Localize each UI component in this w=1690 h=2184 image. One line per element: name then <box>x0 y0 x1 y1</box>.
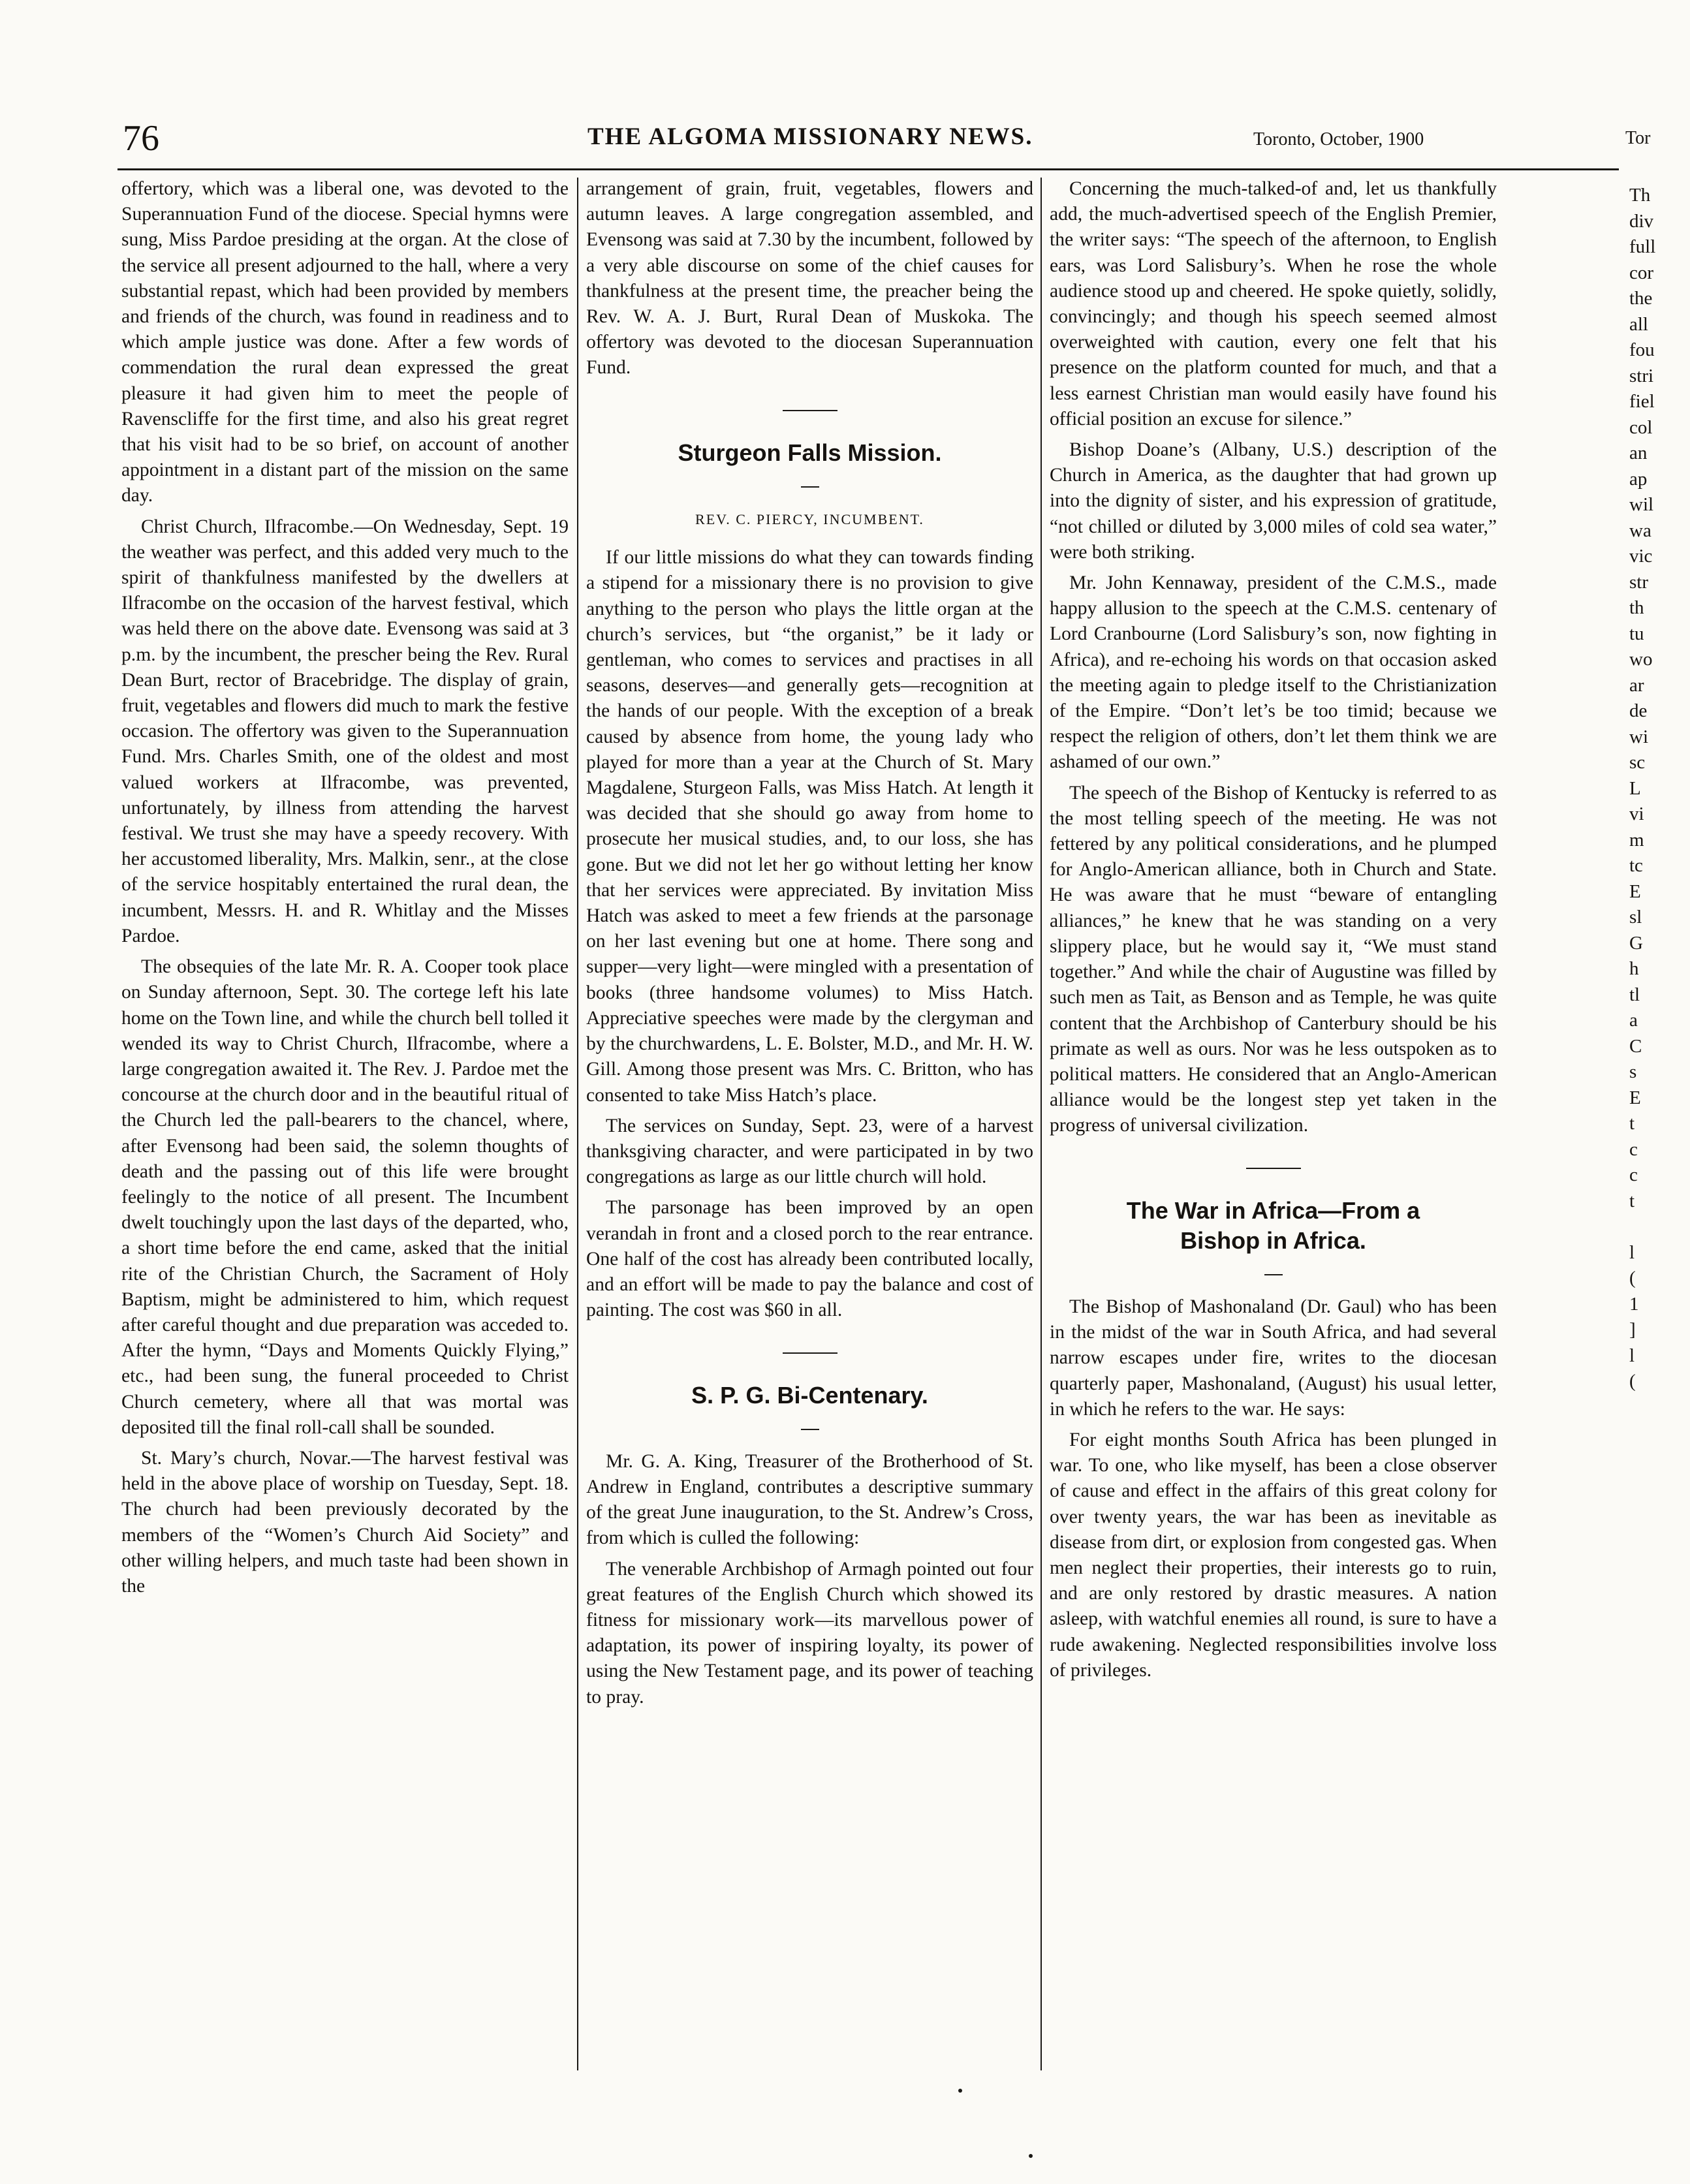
war-heading-line-2: Bishop in Africa. <box>1180 1226 1366 1254</box>
facing-page-line-fragment: wil <box>1629 494 1654 515</box>
war-paragraph: The Bishop of Mashonaland (Dr. Gaul) who has been in the midst of the war in South Africa, and had several narrow escapes under fire, writes to the diocesan quarterly paper, Mashonaland, (August) his usual letter, in which he refers to the war. He says: <box>1050 1296 1497 1420</box>
page-header <box>117 117 1488 163</box>
facing-page-line-fragment: t <box>1629 1190 1635 1211</box>
facing-page-line-fragment: E <box>1629 1087 1641 1108</box>
newspaper-title: THE ALGOMA MISSIONARY NEWS. <box>587 123 1033 150</box>
facing-page-line-fragment: fiel <box>1629 391 1655 412</box>
column-3 <box>1050 176 1497 2072</box>
sturgeon-falls-paragraph: The parsonage has been improved by an open verandah in front and a closed porch to the rear entrance. One half of the cost has already been contributed locally, and an effort will be made to pay the balance and cost of painting. The cost was $60 in all. <box>586 1197 1033 1321</box>
column-rule-right <box>1041 178 1042 2070</box>
column-1 <box>121 176 569 2072</box>
facing-page-line-fragment: m <box>1629 829 1644 850</box>
facing-page-line-fragment: C <box>1629 1035 1642 1057</box>
section-separator <box>586 397 1033 422</box>
print-speck <box>958 2089 962 2093</box>
sturgeon-falls-paragraph: If our little missions do what they can towards finding a stipend for a missionary there is no provision to give anything to the person who plays the little organ at the church’s services, but “the organist,” be it lady or gentleman, who comes to services and practises in all seasons, deserves—and generally gets—recognition at the hands of our people. With the exception of a break caused by absence from home, the young lady who played for more than a year at the Church of St. Mary Magdalene, Sturgeon Falls, was Miss Hatch. At length it was decided that she should go away from home to prosecute her musical studies, and, to our loss, she has gone. But we did not let her go without letting her know that her services were appreciated. By invitation Miss Hatch was asked to meet a few friends at the parsonage on her last evening but one at home. There song and supper—very light—were mingled with a presentation of books (three handsome volumes) to Miss Hatch. Appreciative speeches were made by the clergyman and by the churchwardens, L. E. Bolster, M.D., and Mr. H. W. Gill. Among those present was Mrs. C. Britton, who has consented to take Miss Hatch’s place. <box>586 547 1033 1106</box>
facing-page-line-fragment: stri <box>1629 365 1654 386</box>
facing-page-line-fragment: de <box>1629 700 1648 721</box>
facing-page-dateline: Tor <box>1625 128 1651 148</box>
column-3-paragraph: The speech of the Bishop of Kentucky is referred to as the most telling speech of the meeting. He was not fettered by any political considerations, and he plumped for Anglo-American alliance, both in Church and State. He was aware that he must “beware of entangling alliances,” he knew that he was standing on a very slippery place, but he would say it, “We must stand together.” And while the chair of Augustine was filled by such men as Tait, as Benson and as Temple, he was quite content that the Archbishop of Canterbury should be his primate as well as ours. Nor was he less outspoken as to political matters. He considered that an Anglo-American alliance would be the longest step yet taken in the progress of universal civilization. <box>1050 782 1497 1136</box>
facing-page-line-fragment: Th <box>1629 185 1651 206</box>
facing-page-line-fragment: wo <box>1629 649 1653 670</box>
facing-page-line-fragment <box>1629 1214 1668 1240</box>
print-speck <box>1029 2154 1033 2158</box>
column-3-paragraph: Mr. John Kennaway, president of the C.M.S., made happy allusion to the speech at the C.M.S. centenary of Lord Cranbourne (Lord Salisbury’s son, now fighting in Africa), and re-echoing his words on that occasion asked the meeting again to pledge itself to the Christianization of the Empire. “Don’t let’s be too timid; because we respect the religion of others, don’t let them think we are ashamed of our own.” <box>1050 572 1497 773</box>
column-3-paragraph: Bishop Doane’s (Albany, U.S.) description of the Church in America, as the daughter that had grown up into the dignity of sister, and his expression of gratitude, “not chilled or diluted by 3,000 miles of cold sea water,” were both striking. <box>1050 439 1497 563</box>
facing-page-line-fragment: L <box>1629 777 1641 799</box>
facing-page-line-fragment: vi <box>1629 803 1644 824</box>
facing-page-line-fragment: c <box>1629 1138 1638 1160</box>
facing-page-line-fragment: tl <box>1629 984 1640 1005</box>
column-3-paragraph: Concerning the much-talked-of and, let us thankfully add, the much-advertised speech of the English Premier, the writer says: “The speech of the afternoon, to English ears, was Lord Salisbury’s. When he rose the whole audience stood up and cheered. He spoke quietly, solidly, convincingly; and though his speech seemed almost overweighted with caution, every one felt that his presence on the platform counted for much, and that a less earnest Christian man would easily have found his official position an excuse for silence.” <box>1050 178 1497 429</box>
column-1-paragraph: The obsequies of the late Mr. R. A. Cooper took place on Sunday afternoon, Sept. 30. The cortege left his late home on the Town line, and while the church bell tolled it wended its way to Christ Church, Ilfracombe, where a large congregation awaited it. The Rev. J. Pardoe met the concourse at the church door and in the beautiful ritual of the Church led the pall-bearers to the chancel, where, after Evensong had been said, the solemn thoughts of death and the passing out of this life were brought feelingly to the notice of all present. The Incumbent dwelt touchingly upon the last days of the departed, who, a short time before the end came, asked that the initial rite of the Christian Church, the Sacrament of Holy Baptism, might be administered to him, which request after careful thought and due preparation was acceded to. After the hymn, “Days and Moments Quickly Flying,” etc., had been sung, the funeral proceeded to Christ Church cemetery, where all that was mortal was deposited till the final roll-call shall be sounded. <box>121 956 569 1438</box>
facing-page-line-fragment: 1 <box>1629 1293 1639 1315</box>
facing-page-line-fragment: wa <box>1629 520 1651 541</box>
facing-page-line-fragment: h <box>1629 958 1639 979</box>
facing-page-line-fragment: all <box>1629 313 1648 335</box>
heading-dash <box>1050 1261 1497 1287</box>
facing-page-line-fragment: vic <box>1629 546 1653 567</box>
facing-page-line-fragment: c <box>1629 1164 1638 1185</box>
facing-page-line-fragment: tc <box>1629 855 1643 876</box>
facing-page-line-fragment: wi <box>1629 726 1648 747</box>
facing-page-line-fragment: full <box>1629 236 1656 257</box>
dateline: Toronto, October, 1900 <box>1253 129 1424 149</box>
facing-page-line-fragment: ( <box>1629 1371 1636 1392</box>
column-2-paragraph: arrangement of grain, fruit, vegetables, flowers and autumn leaves. A large congregation assembled, and Evensong was said at 7.30 by the incumbent, followed by a very able discourse on some of the chief causes for thankfulness at the present time, the preacher being the Rev. W. A. J. Burt, Rural Dean of Muskoka. The offertory was devoted to the diocesan Superannuation Fund. <box>586 178 1033 379</box>
facing-page-line-fragment: ] <box>1629 1319 1636 1340</box>
column-rule-left <box>577 178 578 2070</box>
facing-page-line-fragment: ap <box>1629 468 1648 490</box>
facing-page-line-fragment: str <box>1629 571 1648 593</box>
facing-page-line-fragment: the <box>1629 288 1653 309</box>
sturgeon-falls-paragraph: The services on Sunday, Sept. 23, were of a harvest thanksgiving character, and were participated in by two congregations as large as our little church will hold. <box>586 1115 1033 1188</box>
spg-paragraph: The venerable Archbishop of Armagh pointed out four great features of the English Church which showed its fitness for missionary work—its marvellous power of adaptation, its power of inspiring loyalty, its power of using the New Testament page, and its power of teaching to pray. <box>586 1558 1033 1708</box>
facing-page-line-fragment: l <box>1629 1241 1635 1263</box>
facing-page-line-fragment: cor <box>1629 262 1654 283</box>
column-1-paragraph: St. Mary’s church, Novar.—The harvest festival was held in the above place of worship on Tuesday, Sept. 18. The church had been previously decorated by the members of the “Women’s Church Aid Society” and other willing helpers, and much taste had been shown in the <box>121 1447 569 1597</box>
facing-page-line-fragment: div <box>1629 210 1654 232</box>
sturgeon-falls-byline: REV. C. PIERCY, INCUMBENT. <box>695 511 924 528</box>
facing-page-line-fragment: sl <box>1629 907 1642 928</box>
facing-page-line-fragment: tu <box>1629 623 1644 644</box>
page-number: 76 <box>123 118 159 159</box>
section-separator <box>1050 1155 1497 1180</box>
war-heading-line-1: The War in Africa—From a <box>1126 1196 1420 1224</box>
facing-page-line-fragment: an <box>1629 443 1648 463</box>
spg-paragraph: Mr. G. A. King, Treasurer of the Brotherhood of St. Andrew in England, contributes a descriptive summary of the great June inauguration, to the St. Andrew’s Cross, from which is culled the following: <box>586 1450 1033 1549</box>
column-1-paragraph: Christ Church, Ilfracombe.—On Wednesday, Sept. 19 the weather was perfect, and this added very much to the spirit of thankfulness manifested by the dwellers at Ilfracombe on the occasion of the harvest festival, which was held there on the above date. Evensong was said at 3 p.m. by the incumbent, the prescher being the Rev. Rural Dean Burt, rector of Bracebridge. The display of grain, fruit, vegetables and flowers did much to mark the festive occasion. The offertory was given to the Superannuation Fund. Mrs. Charles Smith, one of the oldest and most valued workers at Ilfracombe, was prevented, unfortunately, by illness from attending the harvest festival. We trust she may have a speedy recovery. With her accustomed liberality, Mrs. Malkin, senr., at the close of the service hospitably entertained the rural dean, the incumbent, Messrs. H. and R. Whitlay and the Misses Pardoe. <box>121 516 569 946</box>
spg-bicentenary-heading: S. P. G. Bi-Centenary. <box>691 1381 928 1409</box>
facing-page-line-fragment: G <box>1629 932 1643 954</box>
column-2 <box>586 176 1033 2072</box>
facing-page-line-fragment: ( <box>1629 1268 1636 1288</box>
facing-page-line-fragment: l <box>1629 1345 1635 1366</box>
heading-dash <box>586 1416 1033 1441</box>
facing-page-line-fragment: t <box>1629 1113 1635 1134</box>
facing-page-line-fragment: ar <box>1629 674 1644 696</box>
war-paragraph: For eight months South Africa has been plunged in war. To one, who like myself, has been a close observer of cause and effect in the affairs of this great colony for over twenty years, the war has been as inevitable as disease from dirt, or explosion from congested gas. When men neglect their properties, their interests go to ruin, and are only restored by drastic measures. A nation asleep, with watchful enemies all round, is sure to have a rude awakening. Neglected responsibilities involve loss of privileges. <box>1050 1429 1497 1681</box>
heading-dash <box>586 473 1033 499</box>
facing-page-column-fragment <box>1629 183 1668 1619</box>
facing-page-line-fragment: s <box>1629 1061 1637 1082</box>
section-separator <box>586 1339 1033 1364</box>
header-rule <box>117 168 1619 170</box>
column-1-paragraph: offertory, which was a liberal one, was devoted to the Superannuation Fund of the diocese. Special hymns were sung, Miss Pardoe presiding at the organ. At the close of the service all present adjourned to the hall, where a very substantial repast, which had been provided by members and friends of the church, was found in readiness and to which ample justice was done. After a few words of commendation the rural dean expressed the great pleasure it had given him to meet the people of Ravenscliffe for the first time, and also his great regret that his visit had to be so brief, on account of another appointment in a distant part of the mission on the same day. <box>121 178 569 507</box>
facing-page-line-fragment: fou <box>1629 339 1655 360</box>
facing-page-line-fragment: a <box>1629 1010 1638 1031</box>
sturgeon-falls-heading: Sturgeon Falls Mission. <box>678 439 942 466</box>
facing-page-line-fragment: sc <box>1629 752 1646 773</box>
facing-page-line-fragment: th <box>1629 597 1644 618</box>
facing-page-line-fragment: E <box>1629 881 1641 902</box>
facing-page-line-fragment: col <box>1629 416 1653 438</box>
war-in-africa-heading <box>1050 1196 1497 1256</box>
